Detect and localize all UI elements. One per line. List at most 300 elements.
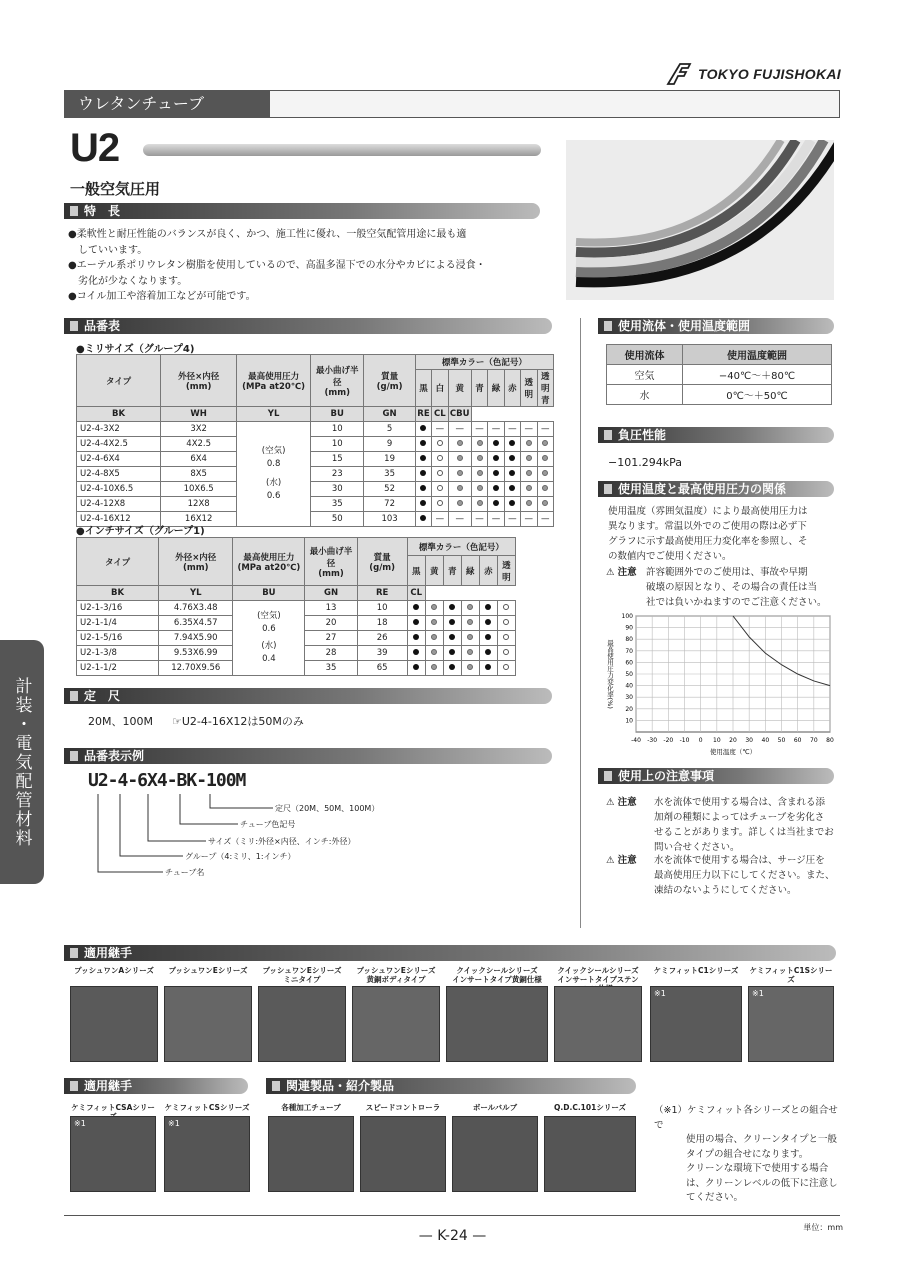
color-cell bbox=[432, 437, 448, 452]
size-cell: 6X4 bbox=[161, 452, 237, 467]
color-cell bbox=[443, 616, 461, 631]
color-dot bbox=[485, 649, 491, 655]
color-cell bbox=[461, 631, 479, 646]
temp-cell: −40℃〜＋80℃ bbox=[683, 365, 832, 385]
color-dot bbox=[437, 455, 443, 461]
weight-cell: 5 bbox=[364, 422, 415, 437]
color-dot bbox=[485, 604, 491, 610]
color-dot bbox=[467, 649, 473, 655]
x-tick-label: -30 bbox=[647, 737, 658, 744]
color-cell: — bbox=[488, 422, 504, 437]
color-cell bbox=[415, 437, 431, 452]
weight-cell: 9 bbox=[364, 437, 415, 452]
x-tick-label: 0 bbox=[698, 737, 703, 744]
y-tick-label: 20 bbox=[625, 705, 633, 713]
length-text: 20M、100M bbox=[88, 715, 153, 728]
fluid-cell: 空気 bbox=[607, 365, 683, 385]
caution-block-2 bbox=[606, 853, 842, 896]
color-cell bbox=[448, 467, 471, 482]
color-dot bbox=[493, 500, 499, 506]
color-name: 青 bbox=[471, 370, 487, 407]
color-cell bbox=[407, 601, 425, 616]
type-cell: U2-4-8X5 bbox=[77, 467, 161, 482]
color-dot bbox=[449, 649, 455, 655]
type-cell: U2-4-10X6.5 bbox=[77, 482, 161, 497]
table-row bbox=[77, 422, 554, 437]
color-cell bbox=[471, 437, 487, 452]
caution-line: せることがあります。詳しくは当社までお bbox=[654, 827, 834, 838]
color-cell bbox=[415, 497, 431, 512]
fitting-photo bbox=[554, 986, 642, 1062]
fluid-cell: 水 bbox=[607, 385, 683, 405]
tube-photo bbox=[566, 140, 834, 300]
color-dot bbox=[542, 470, 548, 476]
length-note: ☞U2-4-16X12は50Mのみ bbox=[172, 715, 304, 728]
col-size: 外径×内径 (mm) bbox=[159, 538, 233, 586]
color-cell: — bbox=[471, 512, 487, 527]
color-cell bbox=[448, 497, 471, 512]
color-code: YL bbox=[159, 586, 233, 601]
color-cell bbox=[415, 452, 431, 467]
color-cell bbox=[425, 631, 443, 646]
fujishokai-logo-icon bbox=[666, 62, 692, 86]
col-weight: 質量 (g/m) bbox=[364, 355, 415, 407]
color-cell bbox=[537, 452, 554, 467]
color-code: BU bbox=[311, 407, 364, 422]
section-temp-pressure: 使用温度と最高使用圧力の関係 bbox=[598, 481, 834, 497]
color-dot bbox=[509, 500, 515, 506]
size-cell: 12.70X9.56 bbox=[159, 661, 233, 676]
color-cell: — bbox=[537, 422, 554, 437]
type-cell: U2-1-1/2 bbox=[77, 661, 159, 676]
negative-value: −101.294kPa bbox=[608, 456, 682, 469]
color-dot bbox=[526, 470, 532, 476]
color-dot bbox=[526, 500, 532, 506]
product-label: Q.D.C.101シリーズ bbox=[554, 1103, 626, 1112]
color-dot bbox=[477, 470, 483, 476]
table-row bbox=[77, 467, 554, 482]
color-name: 青 bbox=[443, 556, 461, 586]
color-dot bbox=[420, 470, 426, 476]
color-cell: — bbox=[521, 512, 537, 527]
x-tick-label: 80 bbox=[826, 737, 834, 744]
color-dot bbox=[485, 634, 491, 640]
color-cell bbox=[432, 467, 448, 482]
example-label: 定尺（20M、50M、100M） bbox=[275, 804, 380, 813]
type-cell: U2-1-3/8 bbox=[77, 646, 159, 661]
color-dot bbox=[467, 604, 473, 610]
caution-line: 加剤の種類によってはチューブを劣化さ bbox=[654, 812, 825, 823]
color-cell bbox=[461, 661, 479, 676]
metric-table bbox=[76, 354, 554, 527]
weight-cell: 10 bbox=[357, 601, 407, 616]
color-name: 緑 bbox=[461, 556, 479, 586]
inch-table bbox=[76, 537, 516, 676]
color-dot bbox=[420, 425, 426, 431]
warning-icon: ⚠ bbox=[606, 567, 615, 578]
weight-cell: 39 bbox=[357, 646, 407, 661]
color-dot bbox=[420, 485, 426, 491]
color-dot bbox=[477, 485, 483, 491]
temp-text-line: の数値内でご使用ください。 bbox=[608, 551, 732, 562]
color-dot bbox=[493, 440, 499, 446]
color-cell bbox=[425, 646, 443, 661]
color-cell bbox=[432, 482, 448, 497]
color-dot bbox=[503, 604, 509, 610]
fitting-photo bbox=[258, 986, 346, 1062]
example-label: チューブ色記号 bbox=[240, 820, 296, 829]
product-photo bbox=[452, 1116, 538, 1192]
color-cell bbox=[488, 482, 504, 497]
color-dot bbox=[437, 500, 443, 506]
color-dot bbox=[477, 440, 483, 446]
color-name: 赤 bbox=[504, 370, 520, 407]
bend-cell: 30 bbox=[311, 482, 364, 497]
footnote-line: クリーンな環境下で使用する場合 bbox=[686, 1163, 829, 1174]
caution-line: 許容範囲外でのご使用は、事故や早期 bbox=[646, 567, 808, 578]
section-negative: 負圧性能 bbox=[598, 427, 834, 443]
warning-icon: ⚠ bbox=[606, 855, 615, 866]
color-name: 黒 bbox=[415, 370, 431, 407]
color-cell bbox=[448, 482, 471, 497]
color-cell: — bbox=[488, 512, 504, 527]
bend-cell: 23 bbox=[311, 467, 364, 482]
color-code: CL bbox=[407, 586, 425, 601]
x-tick-label: 30 bbox=[745, 737, 753, 744]
temp-text-line: 異なります。常温以外でのご使用の際は必ず下 bbox=[608, 521, 807, 532]
color-cell bbox=[415, 422, 431, 437]
section-fittings2: 適用継手 bbox=[64, 1078, 248, 1094]
caution-line: 水を流体で使用する場合は、サージ圧を bbox=[654, 855, 825, 866]
pressure-cell bbox=[237, 422, 311, 527]
color-cell bbox=[537, 467, 554, 482]
caution-line: 社では負いかねますのでご注意ください。 bbox=[646, 597, 827, 608]
color-cell: — bbox=[432, 422, 448, 437]
color-dot bbox=[420, 455, 426, 461]
pressure-chart bbox=[600, 610, 836, 758]
color-cell bbox=[461, 646, 479, 661]
col-size: 外径×内径 (mm) bbox=[161, 355, 237, 407]
temp-text-line: 使用温度（雰囲気温度）により最高使用圧力は bbox=[608, 506, 808, 517]
color-code: WH bbox=[161, 407, 237, 422]
color-code: CBU bbox=[448, 407, 471, 422]
y-tick-label: 100 bbox=[621, 613, 633, 620]
product-subtitle: 一般空気圧用 bbox=[70, 180, 161, 198]
col-type: タイプ bbox=[77, 355, 161, 407]
caution-line: 凍結のないようにしてください。 bbox=[654, 885, 797, 896]
color-dot bbox=[437, 470, 443, 476]
brand-name: TOKYO FUJISHOKAI bbox=[697, 66, 841, 82]
y-tick-label: 50 bbox=[625, 671, 633, 678]
col-type: タイプ bbox=[77, 538, 159, 586]
pressure-line: (空気) bbox=[257, 611, 281, 621]
feature-line: ●柔軟性と耐圧性能のバランスが良く、かつ、施工性に優れ、一般空気配管用途に最も適 bbox=[68, 229, 467, 240]
color-code: YL bbox=[237, 407, 311, 422]
col-pressure: 最高使用圧力 (MPa at20℃) bbox=[237, 355, 311, 407]
product-photo bbox=[164, 1116, 250, 1192]
example-code: U2-4-6X4-BK-100M bbox=[88, 770, 246, 791]
caution-label: 注意 bbox=[617, 855, 637, 866]
y-tick-label: 90 bbox=[625, 624, 633, 632]
length-note-text: U2-4-16X12は50Mのみ bbox=[181, 715, 304, 728]
section-example: 品番表示例 bbox=[64, 748, 552, 764]
color-cell bbox=[537, 482, 554, 497]
color-dot bbox=[526, 455, 532, 461]
type-cell: U2-1-1/4 bbox=[77, 616, 159, 631]
color-cell bbox=[488, 497, 504, 512]
y-tick-label: 30 bbox=[625, 694, 633, 702]
color-cell: — bbox=[537, 512, 554, 527]
color-dot bbox=[485, 664, 491, 670]
color-code: GN bbox=[305, 586, 357, 601]
color-cell bbox=[471, 497, 487, 512]
color-dot bbox=[431, 604, 437, 610]
color-cell bbox=[407, 661, 425, 676]
color-cell bbox=[425, 601, 443, 616]
color-dot bbox=[449, 604, 455, 610]
temp-text bbox=[608, 504, 840, 564]
color-dot bbox=[509, 455, 515, 461]
col-bend: 最小曲げ半径 (mm) bbox=[305, 538, 357, 586]
table-row bbox=[77, 601, 516, 616]
metric-label: ●ミリサイズ（グループ4) bbox=[76, 344, 195, 355]
color-cell bbox=[425, 661, 443, 676]
type-cell: U2-4-4X2.5 bbox=[77, 437, 161, 452]
caution-line: 問い合せください。 bbox=[654, 842, 740, 853]
color-name: 黄 bbox=[425, 556, 443, 586]
color-code: GN bbox=[364, 407, 415, 422]
color-cell bbox=[504, 467, 520, 482]
col-colors: 標準カラー（色記号） bbox=[415, 355, 553, 370]
size-cell: 7.94X5.90 bbox=[159, 631, 233, 646]
fluid-table bbox=[606, 344, 832, 405]
feature-line: していいます。 bbox=[78, 244, 148, 256]
size-cell: 12X8 bbox=[161, 497, 237, 512]
product-code: U2 bbox=[70, 126, 120, 170]
y-axis-label: 最高使用圧力変化率(%) bbox=[606, 639, 614, 709]
example-label: チューブ名 bbox=[165, 868, 205, 877]
color-cell bbox=[488, 452, 504, 467]
type-cell: U2-4-16X12 bbox=[77, 512, 161, 527]
x-tick-label: 20 bbox=[729, 737, 737, 744]
color-cell bbox=[488, 437, 504, 452]
color-cell bbox=[407, 646, 425, 661]
color-cell bbox=[504, 437, 520, 452]
color-cell bbox=[504, 497, 520, 512]
color-dot bbox=[413, 604, 419, 610]
pressure-line: (水) bbox=[261, 641, 277, 651]
color-cell bbox=[415, 482, 431, 497]
example-label: サイズ（ミリ:外径×内径、インチ:外径） bbox=[208, 837, 356, 846]
fluid-header: 使用流体 bbox=[607, 345, 683, 365]
color-cell bbox=[479, 646, 497, 661]
color-cell bbox=[537, 497, 554, 512]
color-cell bbox=[521, 437, 537, 452]
product-photo bbox=[360, 1116, 446, 1192]
color-dot bbox=[449, 634, 455, 640]
caution-block-1 bbox=[606, 795, 842, 853]
unit-note: 単位：mm bbox=[803, 1223, 843, 1232]
color-dot bbox=[477, 455, 483, 461]
size-cell: 10X6.5 bbox=[161, 482, 237, 497]
section-length: 定 尺 bbox=[64, 688, 552, 704]
bend-cell: 35 bbox=[305, 661, 357, 676]
color-name: 緑 bbox=[488, 370, 504, 407]
table-row bbox=[77, 452, 554, 467]
color-dot bbox=[477, 500, 483, 506]
color-dot bbox=[493, 455, 499, 461]
fitting-label: プッシュワンEシリーズ bbox=[168, 966, 248, 975]
footnote-line: （※1）ケミフィット各シリーズとの組合せで bbox=[654, 1105, 838, 1131]
color-dot bbox=[457, 440, 463, 446]
fitting-photo bbox=[70, 986, 158, 1062]
y-tick-label: 60 bbox=[625, 659, 633, 667]
section-features: 特 長 bbox=[64, 203, 540, 219]
color-cell bbox=[479, 631, 497, 646]
color-code: RE bbox=[415, 407, 431, 422]
pressure-line: 0.4 bbox=[262, 654, 276, 664]
color-dot bbox=[526, 485, 532, 491]
footnote-line: てください。 bbox=[686, 1192, 744, 1203]
bend-cell: 50 bbox=[311, 512, 364, 527]
color-cell bbox=[497, 601, 515, 616]
color-cell bbox=[479, 601, 497, 616]
color-dot bbox=[431, 649, 437, 655]
type-cell: U2-1-5/16 bbox=[77, 631, 159, 646]
fitting-label: ケミフィットC1Sシリーズ bbox=[749, 966, 833, 984]
x-tick-label: -20 bbox=[663, 737, 674, 744]
color-dot bbox=[457, 500, 463, 506]
size-cell: 4.76X3.48 bbox=[159, 601, 233, 616]
product-label: ケミフィットCSシリーズ bbox=[164, 1103, 250, 1112]
x-tick-label: -40 bbox=[631, 737, 641, 744]
color-cell bbox=[448, 437, 471, 452]
color-cell bbox=[432, 497, 448, 512]
color-cell bbox=[443, 631, 461, 646]
color-dot bbox=[503, 664, 509, 670]
footnote-line: タイプの組合せになります。 bbox=[686, 1148, 809, 1160]
fitting-label: プッシュワンAシリーズ bbox=[74, 966, 154, 975]
note-mark: ※1 bbox=[168, 1119, 180, 1128]
features-list bbox=[68, 227, 548, 305]
size-cell: 8X5 bbox=[161, 467, 237, 482]
color-dot bbox=[413, 619, 419, 625]
y-tick-label: 10 bbox=[625, 717, 633, 725]
color-cell: — bbox=[471, 422, 487, 437]
color-dot bbox=[509, 485, 515, 491]
temp-cell: 0℃〜＋50℃ bbox=[683, 385, 832, 405]
table-row bbox=[77, 497, 554, 512]
weight-cell: 103 bbox=[364, 512, 415, 527]
y-tick-label: 40 bbox=[625, 682, 633, 690]
color-cell bbox=[521, 482, 537, 497]
color-dot bbox=[413, 664, 419, 670]
fitting-label: ケミフィットC1シリーズ bbox=[653, 966, 739, 975]
y-tick-label: 80 bbox=[625, 636, 633, 644]
pressure-line: (空気) bbox=[261, 446, 286, 456]
bend-cell: 15 bbox=[311, 452, 364, 467]
size-cell: 3X2 bbox=[161, 422, 237, 437]
color-dot bbox=[542, 455, 548, 461]
column-divider bbox=[580, 318, 581, 928]
color-cell bbox=[407, 631, 425, 646]
table-row bbox=[77, 437, 554, 452]
color-cell: — bbox=[504, 512, 520, 527]
temp-caution bbox=[606, 565, 842, 608]
col-colors: 標準カラー（色記号） bbox=[407, 538, 515, 556]
product-label: ケミフィットCSAシリー bbox=[71, 1103, 155, 1112]
pressure-cell bbox=[233, 601, 305, 676]
color-dot bbox=[431, 619, 437, 625]
caution-line: 破壊の原因となり、その場合の責任は当 bbox=[646, 582, 818, 593]
color-dot bbox=[509, 470, 515, 476]
footnote-line: 使用の場合、クリーンタイプと一般 bbox=[686, 1134, 837, 1145]
color-cell bbox=[471, 467, 487, 482]
section-fittings: 適用継手 bbox=[64, 945, 836, 961]
type-cell: U2-1-3/16 bbox=[77, 601, 159, 616]
color-dot bbox=[457, 470, 463, 476]
x-tick-label: 70 bbox=[810, 737, 818, 744]
temp-header: 使用温度範囲 bbox=[683, 345, 832, 365]
color-cell bbox=[537, 437, 554, 452]
company-logo bbox=[666, 62, 841, 86]
feature-line: ●コイル加工や溶着加工などが可能です。 bbox=[68, 291, 256, 302]
color-cell bbox=[497, 616, 515, 631]
color-cell bbox=[425, 616, 443, 631]
color-dot bbox=[542, 485, 548, 491]
fitting-photo bbox=[446, 986, 548, 1062]
color-cell bbox=[471, 452, 487, 467]
color-cell bbox=[415, 512, 431, 527]
product-photo bbox=[544, 1116, 636, 1192]
color-cell bbox=[461, 601, 479, 616]
color-name: 赤 bbox=[479, 556, 497, 586]
size-cell: 6.35X4.57 bbox=[159, 616, 233, 631]
color-cell bbox=[479, 661, 497, 676]
color-dot bbox=[420, 515, 426, 521]
color-cell bbox=[471, 482, 487, 497]
fitting-photo bbox=[650, 986, 742, 1062]
color-cell: — bbox=[504, 422, 520, 437]
color-cell bbox=[415, 467, 431, 482]
col-pressure: 最高使用圧力 (MPa at20℃) bbox=[233, 538, 305, 586]
side-tab: 計装・電気配管材料 bbox=[0, 640, 44, 884]
x-tick-label: -10 bbox=[679, 737, 690, 744]
color-dot bbox=[493, 470, 499, 476]
fitting-label: クイックシールシリーズ インサートタイプ黄銅仕様 bbox=[452, 966, 542, 984]
color-dot bbox=[493, 485, 499, 491]
title-bar bbox=[143, 144, 541, 156]
color-dot bbox=[449, 664, 455, 670]
section-related: 関連製品・紹介製品 bbox=[266, 1078, 636, 1094]
bend-cell: 10 bbox=[311, 437, 364, 452]
color-code: BU bbox=[233, 586, 305, 601]
weight-cell: 52 bbox=[364, 482, 415, 497]
product-photo bbox=[70, 1116, 156, 1192]
x-tick-label: 50 bbox=[777, 737, 786, 744]
color-name: 白 bbox=[432, 370, 448, 407]
color-cell bbox=[443, 646, 461, 661]
color-dot bbox=[431, 664, 437, 670]
color-code: RE bbox=[357, 586, 407, 601]
page-number: — K-24 — bbox=[418, 1228, 487, 1244]
caution-label: 注意 bbox=[617, 797, 637, 808]
color-dot bbox=[457, 455, 463, 461]
color-dot bbox=[509, 440, 515, 446]
bend-cell: 10 bbox=[311, 422, 364, 437]
weight-cell: 35 bbox=[364, 467, 415, 482]
fitting-label: クイックシールシリーズ インサートタイプステン bbox=[557, 966, 639, 984]
